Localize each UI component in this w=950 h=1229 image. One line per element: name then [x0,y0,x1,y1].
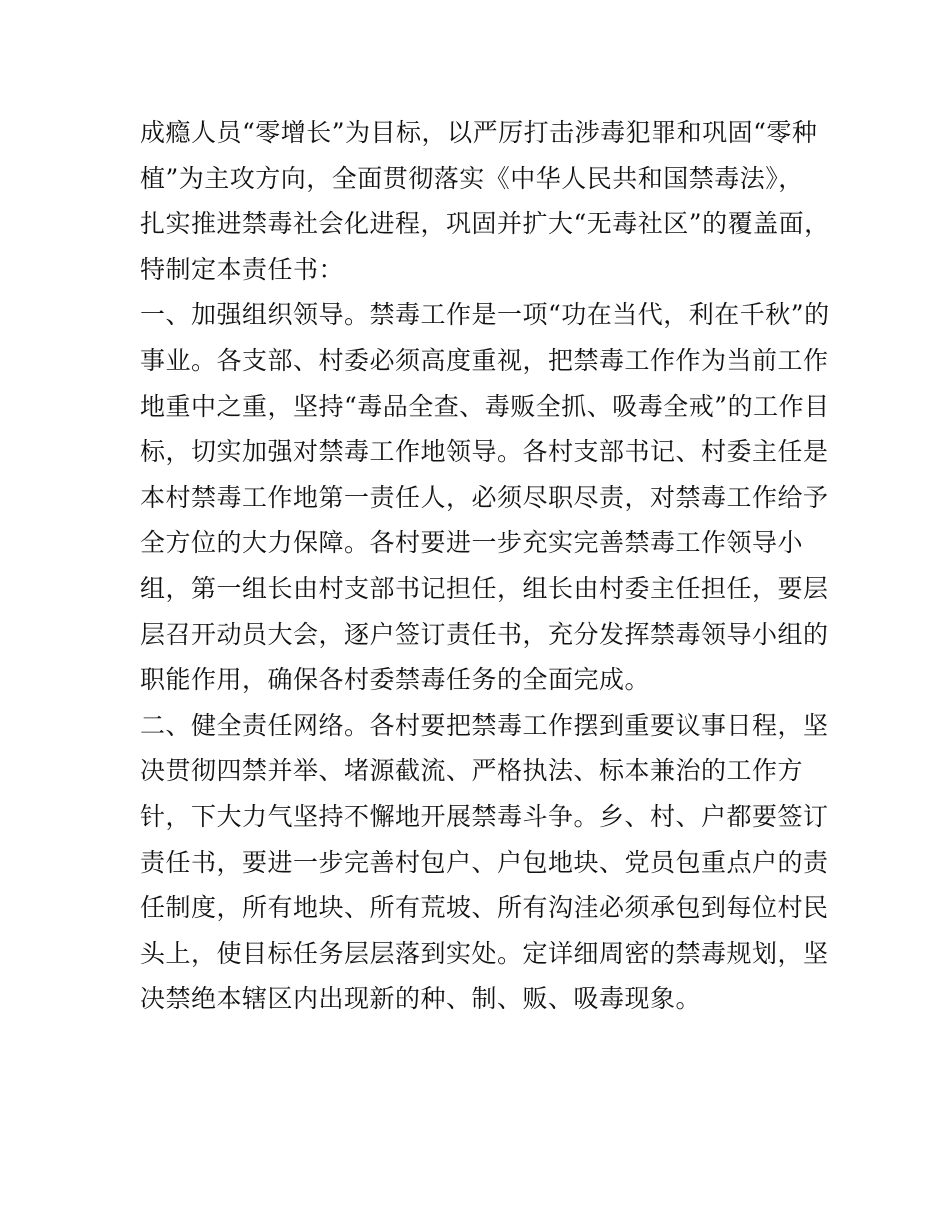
text-line: 责任书，要进一步完善村包户、户包地块、党员包重点户的责 [140,847,829,877]
text-line: 扎实推进禁毒社会化进程，巩固并扩大“无毒社区”的覆盖面， [140,209,830,239]
text-line: 成瘾人员“零增长”为目标，以严厉打击涉毒犯罪和巩固“零种 [140,118,818,147]
text-line: 针，下大力气坚持不懈地开展禁毒斗争。乡、村、户都要签订 [140,801,829,831]
text-line: 特制定本责任书： [140,254,345,284]
text-line: 决贯彻四禁并举、堵源截流、严格执法、标本兼治的工作方 [140,756,804,786]
text-line: 本村禁毒工作地第一责任人，必须尽职尽责，对禁毒工作给予 [140,482,829,512]
text-line: 层召开动员大会，逐户签订责任书，充分发挥禁毒领导小组的 [140,619,829,649]
section-2-heading-line: 二、健全责任网络。各村要把禁毒工作摆到重要议事日程，坚 [140,710,829,740]
body-text [140,110,830,1022]
text-line: 植”为主攻方向，全面贯彻落实《中华人民共和国禁毒法》， [140,163,804,193]
section-1-heading-line: 一、加强组织领导。禁毒工作是一项“功在当代，利在千秋”的 [140,300,830,330]
text-line: 全方位的大力保障。各村要进一步充实完善禁毒工作领导小 [140,528,804,558]
text-line: 头上，使目标任务层层落到实处。定详细周密的禁毒规划，坚 [140,938,829,968]
text-line: 标，切实加强对禁毒工作地领导。各村支部书记、村委主任是 [140,437,829,467]
text-line: 组，第一组长由村支部书记担任，组长由村委主任担任，要层 [140,573,829,603]
text-line: 职能作用，确保各村委禁毒任务的全面完成。 [140,665,651,695]
text-line: 任制度，所有地块、所有荒坡、所有沟洼必须承包到每位村民 [140,893,829,923]
text-line: 决禁绝本辖区内出现新的种、制、贩、吸毒现象。 [140,984,702,1014]
text-line: 事业。各支部、村委必须高度重视，把禁毒工作作为当前工作 [140,345,829,375]
text-line: 地重中之重，坚持“毒品全查、毒贩全抓、吸毒全戒”的工作目 [140,391,830,421]
